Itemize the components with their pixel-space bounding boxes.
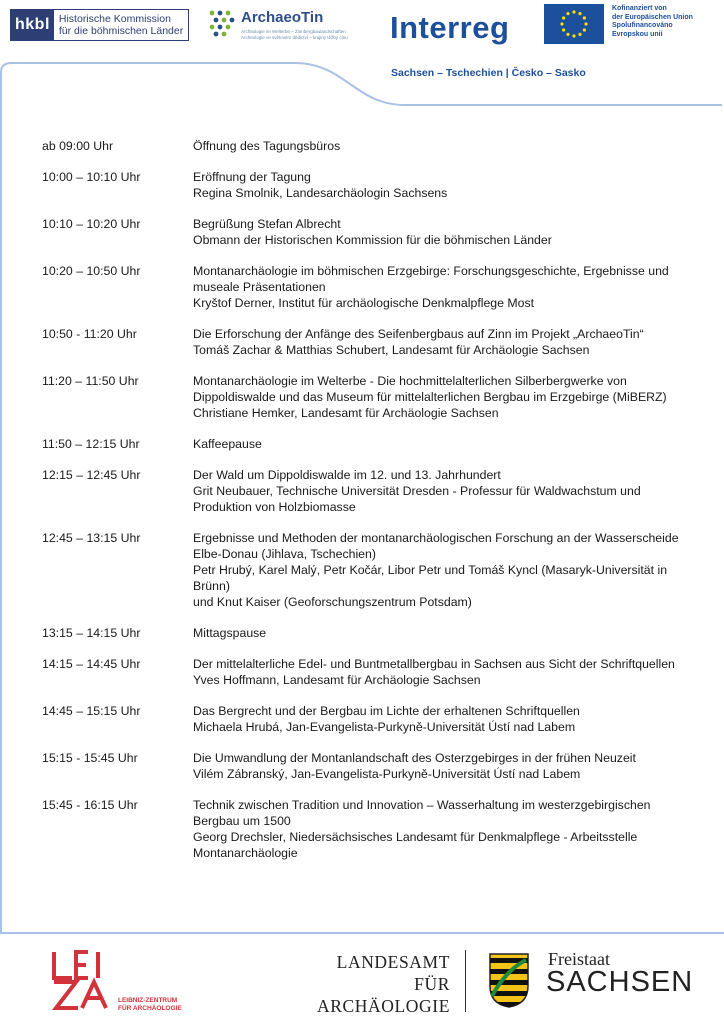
- schedule-detail-line: Vilém Zábranský, Jan-Evangelista-Purkyně-Universität Ústí nad Labem: [193, 767, 581, 781]
- schedule-detail-line: Bergbau um 1500: [193, 814, 291, 828]
- schedule-title: Ergebnisse und Methoden der montanarchäologischen Forschung an der Wasserscheide: [193, 531, 679, 545]
- schedule-details: [193, 263, 702, 311]
- schedule-details: [193, 169, 702, 201]
- eu-star: [583, 28, 586, 31]
- schedule-details: [193, 467, 702, 515]
- schedule-time: 12:45 – 13:15 Uhr: [42, 531, 141, 545]
- eu-line2: der Europäischen Union: [612, 13, 693, 21]
- eu-line4: Evropskou unií: [612, 30, 663, 38]
- schedule-details: [193, 326, 702, 358]
- interreg-region: Sachsen – Tschechien | Česko – Sasko: [391, 67, 586, 79]
- eu-line3: Spolufinancováno: [612, 22, 673, 29]
- schedule-detail-line: museale Präsentationen: [193, 280, 326, 294]
- schedule-time: 14:45 – 15:15 Uhr: [42, 704, 141, 718]
- schedule-detail-line: Elbe-Donau (Jihlava, Tschechien): [193, 547, 376, 561]
- schedule-time: 11:50 – 12:15 Uhr: [42, 437, 140, 451]
- schedule-time: ab 09:00 Uhr: [42, 139, 114, 153]
- hkbl-mark: hkbl: [11, 10, 54, 40]
- schedule-details: [193, 530, 702, 610]
- eu-star: [566, 33, 569, 36]
- schedule-row: [42, 625, 702, 641]
- schedule-row: [42, 216, 702, 248]
- archaeotin-tagline-de: Archäologie im Welterbe – Zinnbergbaulandschaften: [241, 29, 346, 34]
- schedule-row: [42, 138, 702, 154]
- leiza-line2: FÜR ARCHÄOLOGIE: [118, 1004, 182, 1012]
- eu-star: [578, 12, 581, 15]
- schedule-title: Die Erforschung der Anfänge des Seifenbergbaus auf Zinn im Projekt „ArchaeoTin“: [193, 327, 644, 341]
- schedule-row: [42, 326, 702, 358]
- schedule-detail-line: Petr Hrubý, Karel Malý, Petr Kočár, Libor Petr und Tomáš Kyncl (Masaryk-Universität in Brünn): [193, 563, 668, 593]
- schedule-title: Öffnung des Tagungsbüros: [193, 139, 341, 153]
- eu-star: [572, 10, 575, 13]
- footer-divider: [465, 950, 466, 1012]
- hkbl-line2: für die böhmischen Länder: [58, 25, 184, 37]
- schedule-details: [193, 373, 702, 421]
- schedule-title: Der mittelalterliche Edel- und Buntmetallbergbau in Sachsen aus Sicht der Schriftquellen: [193, 657, 675, 671]
- schedule-details: [193, 797, 702, 861]
- leiza-line1: LEIBNIZ-ZENTRUM: [118, 997, 178, 1004]
- schedule-row: [42, 467, 702, 515]
- schedule: [42, 138, 702, 876]
- leiza-name: [118, 997, 182, 1012]
- schedule-details: [193, 703, 702, 735]
- schedule-title: Der Wald um Dippoldiswalde im 12. und 13. Jahrhundert: [193, 468, 501, 482]
- schedule-row: [42, 750, 702, 782]
- hkbl-line1: Historische Kommission: [58, 13, 171, 25]
- schedule-time: 15:15 - 15:45 Uhr: [42, 751, 138, 765]
- schedule-time: 15:45 - 16:15 Uhr: [42, 798, 138, 812]
- schedule-time: 13:15 – 14:15 Uhr: [42, 626, 141, 640]
- schedule-row: [42, 656, 702, 688]
- schedule-title: Das Bergrecht und der Bergbau im Lichte der erhaltenen Schriftquellen: [193, 704, 580, 718]
- schedule-details: [193, 436, 702, 452]
- schedule-row: [42, 797, 702, 861]
- schedule-title: Montanarchäologie im Welterbe - Die hochmittelalterlichen Silberbergwerke von: [193, 374, 627, 388]
- schedule-title: Eröffnung der Tagung: [193, 170, 311, 184]
- schedule-detail-line: Regina Smolnik, Landesarchäologin Sachsens: [193, 186, 448, 200]
- sachsen-label: SACHSEN: [546, 966, 694, 998]
- schedule-time: 11:20 – 11:50 Uhr: [42, 374, 139, 388]
- eu-funding-text: [612, 5, 693, 39]
- eu-star: [562, 16, 565, 19]
- schedule-row: [42, 530, 702, 610]
- schedule-title: Kaffeepause: [193, 437, 262, 451]
- leiza-logo-icon: [50, 950, 120, 1010]
- schedule-time: 12:15 – 12:45 Uhr: [42, 468, 141, 482]
- schedule-row: [42, 703, 702, 735]
- archaeotin-logo: [208, 7, 368, 43]
- schedule-details: [193, 625, 702, 641]
- schedule-detail-line: Michaela Hrubá, Jan-Evangelista-Purkyně-Universität Ústí nad Labem: [193, 720, 576, 734]
- schedule-time: 10:10 – 10:20 Uhr: [42, 217, 141, 231]
- eu-star: [560, 22, 563, 25]
- schedule-title: Die Umwandlung der Montanlandschaft des Osterzgebirges in der frühen Neuzeit: [193, 751, 636, 765]
- schedule-time: 10:20 – 10:50 Uhr: [42, 264, 141, 278]
- eu-flag-icon: [544, 4, 604, 44]
- eu-star: [584, 22, 587, 25]
- schedule-detail-line: Yves Hoffmann, Landesamt für Archäologie Sachsen: [193, 673, 481, 687]
- archaeotin-tagline-cz: Archeologie ve světovém dědictví – krajiny těžby cínu: [241, 35, 348, 40]
- schedule-detail-line: Produktion von Holzbiomasse: [193, 500, 356, 514]
- schedule-time: 10:50 - 11:20 Uhr: [42, 327, 137, 341]
- schedule-row: [42, 373, 702, 421]
- schedule-details: [193, 750, 702, 782]
- eu-star: [578, 33, 581, 36]
- interreg-logo: Interreg: [390, 10, 510, 45]
- schedule-detail-line: Georg Drechsler, Niedersächsisches Landesamt für Denkmalpflege - Arbeitsstelle: [193, 830, 638, 844]
- schedule-time: 14:15 – 14:45 Uhr: [42, 657, 141, 671]
- archaeotin-dots-icon: [208, 9, 238, 39]
- schedule-detail-line: und Knut Kaiser (Geoforschungszentrum Potsdam): [193, 595, 472, 609]
- schedule-detail-line: Montanarchäologie: [193, 846, 298, 860]
- schedule-time: 10:00 – 10:10 Uhr: [42, 170, 141, 184]
- schedule-detail-line: Kryštof Derner, Institut für archäologische Denkmalpflege Most: [193, 296, 535, 310]
- schedule-details: [193, 138, 702, 154]
- saxony-crest-icon: [488, 952, 530, 1008]
- eu-star: [572, 34, 575, 37]
- hkbl-logo: [10, 9, 189, 41]
- freistaat-label: Freistaat: [548, 949, 610, 969]
- schedule-detail-line: Christiane Hemker, Landesamt für Archäologie Sachsen: [193, 406, 499, 420]
- hkbl-name: [54, 10, 188, 40]
- schedule-detail-line: Obmann der Historischen Kommission für die böhmischen Länder: [193, 233, 552, 247]
- schedule-detail-line: Tomáš Zachar & Matthias Schubert, Landesamt für Archäologie Sachsen: [193, 343, 590, 357]
- archaeotin-name: ArchaeoTin: [241, 9, 324, 26]
- schedule-title: Mittagspause: [193, 626, 267, 640]
- schedule-row: [42, 436, 702, 452]
- schedule-title: Begrüßung Stefan Albrecht: [193, 217, 341, 231]
- landesamt-line2: FÜR ARCHÄOLOGIE: [317, 974, 450, 1016]
- eu-star: [562, 28, 565, 31]
- eu-star: [566, 12, 569, 15]
- eu-line1: Kofinanziert von: [612, 5, 667, 12]
- schedule-detail-line: Grit Neubauer, Technische Universität Dresden - Professur für Waldwachstum und: [193, 484, 641, 498]
- landesamt-line1: LANDESAMT: [336, 952, 450, 972]
- schedule-row: [42, 169, 702, 201]
- schedule-row: [42, 263, 702, 311]
- landesamt-logo: [300, 951, 450, 1017]
- schedule-detail-line: Dippoldiswalde und das Museum für mittelalterlichen Bergbau im Erzgebirge (MiBERZ): [193, 390, 667, 404]
- schedule-details: [193, 656, 702, 688]
- schedule-title: Technik zwischen Tradition und Innovation – Wasserhaltung im westerzgebirgischen: [193, 798, 651, 812]
- schedule-details: [193, 216, 702, 248]
- archaeotin-tagline: [241, 29, 366, 41]
- eu-star: [583, 16, 586, 19]
- schedule-title: Montanarchäologie im böhmischen Erzgebirge: Forschungsgeschichte, Ergebnisse und: [193, 264, 669, 278]
